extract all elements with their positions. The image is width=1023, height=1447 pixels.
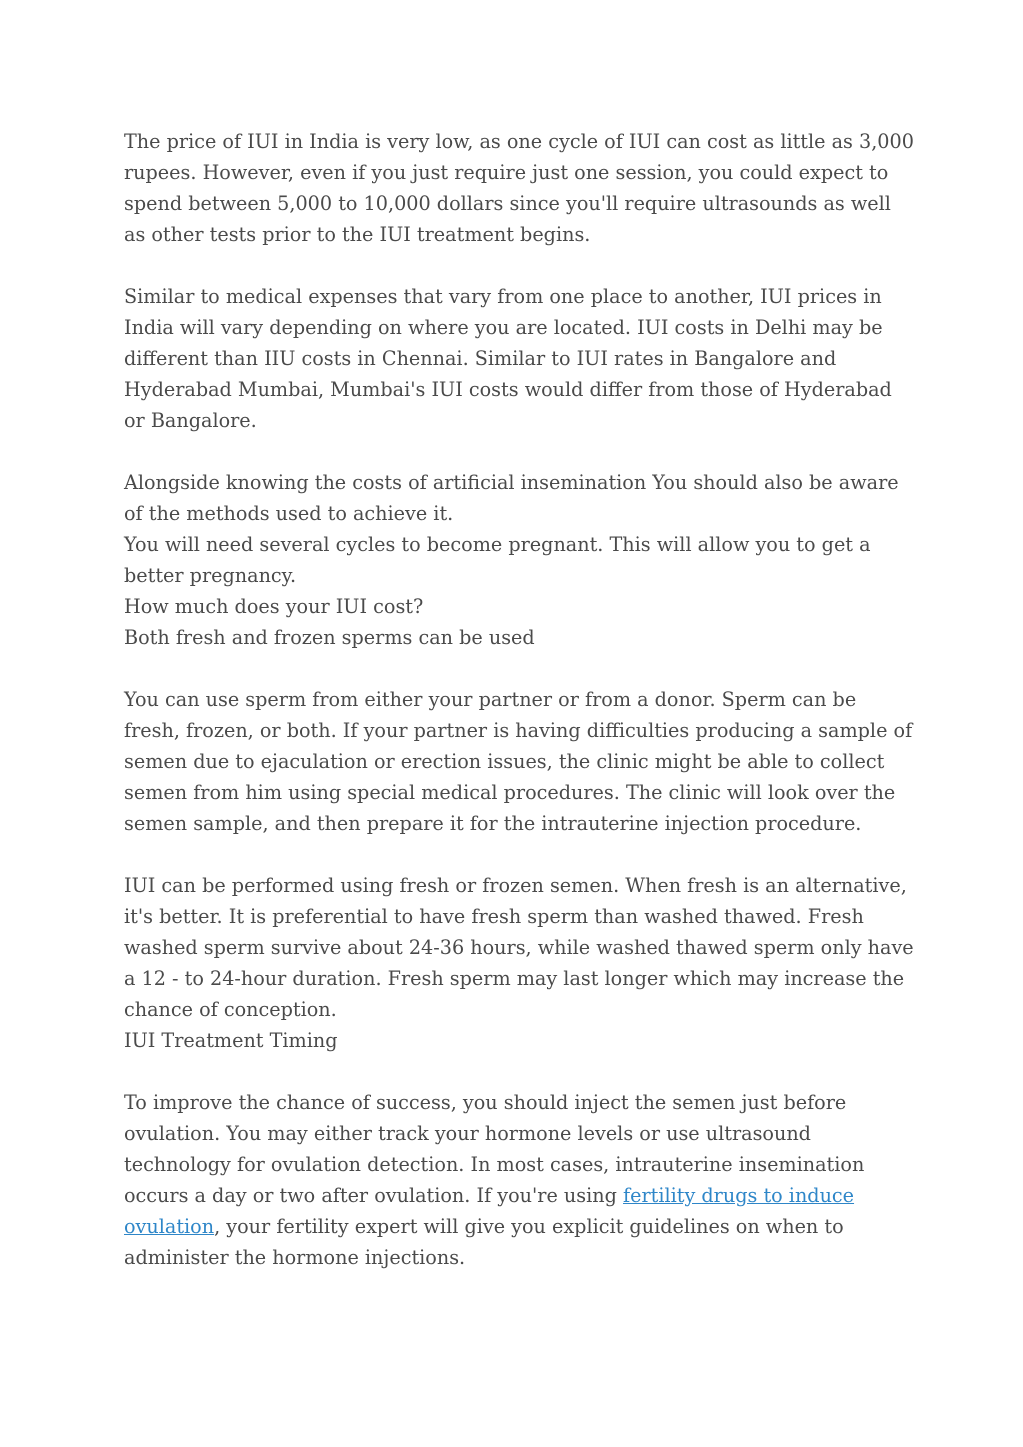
paragraph-spacer	[124, 436, 914, 467]
fertility-drugs-link[interactable]: fertility drugs to induce ovulation	[124, 1184, 855, 1238]
paragraph-timing	[124, 1087, 914, 1273]
paragraph-fresh-vs-frozen: IUI can be performed using fresh or frozen semen. When fresh is an alternative, it's better. It is preferential to have fresh sperm than washed thawed. Fresh washed sperm survive about 24-36 hours, while washed thawed sperm only have a 12 - to 24-hour duration. Fresh sperm may last longer which may increase the chance of conception.	[124, 874, 914, 1021]
paragraph-spacer	[124, 839, 914, 870]
paragraph-spacer	[124, 1056, 914, 1087]
paragraph-methods: Alongside knowing the costs of artificial insemination You should also be aware of the methods used to achieve it.	[124, 471, 899, 525]
paragraph-cycles: You will need several cycles to become pregnant. This will allow you to get a better pregnancy.	[124, 533, 871, 587]
paragraph-spacer	[124, 250, 914, 281]
heading-iui-timing: IUI Treatment Timing	[124, 1029, 338, 1052]
line-fresh-frozen: Both fresh and frozen sperms can be used	[124, 626, 535, 649]
paragraph-iui-price: The price of IUI in India is very low, as one cycle of IUI can cost as little as 3,000 rupees. However, even if you just require just one session, you could expect to spend between 5,000 to 10,000 dollars since you'll require ultrasounds as well as other tests prior to the IUI treatment begins.	[124, 130, 914, 246]
timing-text-before: To improve the chance of success, you should inject the semen just before ovulation. You may either track your hormone levels or use ultrasound technology for ovulation detection. In most cases, intrauterine insemination occurs a day or two after ovulation. If you're using	[124, 1091, 865, 1207]
paragraph-regional-prices: Similar to medical expenses that vary from one place to another, IUI prices in India will vary depending on where you are located. IUI costs in Delhi may be different than IIU costs in Chennai. Similar to IUI rates in Bangalore and Hyderabad Mumbai, Mumbai's IUI costs would differ from those of Hyderabad or Bangalore.	[124, 285, 892, 432]
timing-text-after: , your fertility expert will give you explicit guidelines on when to administer the hormone injections.	[124, 1215, 844, 1269]
paragraph-sperm-source: You can use sperm from either your partner or from a donor. Sperm can be fresh, frozen, or both. If your partner is having difficulties producing a sample of semen due to ejaculation or erection issues, the clinic might be able to collect semen from him using special medical procedures. The clinic will look over the semen sample, and then prepare it for the intrauterine injection procedure.	[124, 688, 913, 835]
line-iui-cost-question: How much does your IUI cost?	[124, 595, 424, 618]
document-page	[124, 126, 914, 1273]
paragraph-spacer	[124, 653, 914, 684]
